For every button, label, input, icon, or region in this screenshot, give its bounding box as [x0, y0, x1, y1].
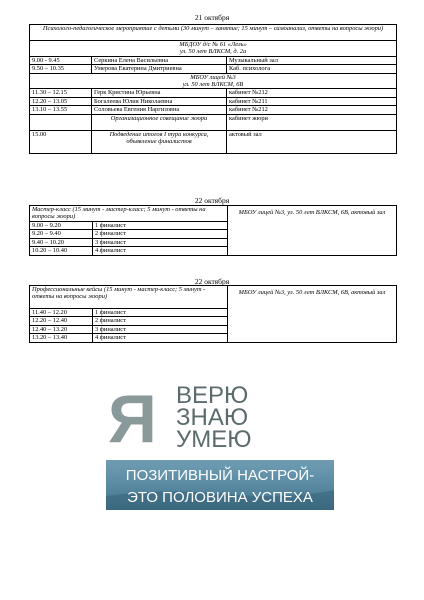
time-cell: 13.10 – 13.55 [30, 106, 92, 114]
day3-date: 22 октября [194, 277, 230, 286]
finalist-cell: 3 финалист [93, 238, 228, 246]
finalist-cell: 4 финалист [93, 247, 228, 255]
venue-cell: МБОУ лицей №3, ул. 50 лет ВЛКСМ, 6В, актовый зал [228, 206, 397, 256]
finalist-cell: 2 финалист [93, 230, 228, 238]
room-cell: Музыкальный зал [227, 56, 397, 64]
name-cell: Герк Кристина Юрьевна [92, 89, 227, 97]
name-cell: Серкина Елена Васильевна [92, 56, 227, 64]
finalist-cell: 3 финалист [93, 325, 228, 333]
time-cell: 9.40 – 10.20 [30, 238, 93, 246]
finalist-cell: 1 финалист [93, 222, 228, 230]
table-row [30, 56, 397, 64]
name-cell: Умерова Екатерина Дмитриевна [92, 65, 227, 73]
time-cell: 9.20 – 9.40 [30, 230, 93, 238]
jury-meeting: Организационное совещание жюри [92, 114, 227, 130]
time-cell: 12.40 – 13.20 [30, 325, 93, 333]
room-cell: актовый зал [227, 130, 397, 153]
time-cell: 15.00 [30, 130, 92, 153]
time-cell: 9.50 – 10.35 [30, 65, 92, 73]
slogan-logo-graphic [104, 378, 336, 512]
table-row [30, 114, 397, 130]
event-header: Психолого-педагогическое мероприятие с детьми (30 минут – занятие; 15 минут – самоанализ, ответы на вопросы жюри) [30, 25, 397, 41]
event-header: Мастер-класс (15 минут - мастер-класс; 5 минут - ответы на вопросы жюри) [30, 206, 228, 222]
venue-address: ул. 50 лет ВЛКСМ, 6В [30, 81, 397, 89]
venue-cell: МБОУ лицей №3, ул. 50 лет ВЛКСМ, 6В, актовый зал [228, 286, 397, 343]
venue-address: ул. 50 лет ВЛКСМ, д. 2а [30, 48, 397, 56]
room-cell: кабинет №212 [227, 106, 397, 114]
logo-letter: Я [108, 381, 157, 457]
time-cell: 11.40 – 12.20 [30, 309, 93, 317]
time-cell [30, 114, 92, 130]
day2-date: 22 октября [194, 196, 230, 205]
table-row [30, 97, 397, 105]
table-row [30, 89, 397, 97]
time-cell: 12.20 – 12.40 [30, 317, 93, 325]
finalist-cell: 4 финалист [93, 334, 228, 342]
logo-line-2: ЗНАЮ [176, 404, 249, 431]
room-cell: Каб. психолога [227, 65, 397, 73]
day1-date: 21 октября [194, 13, 230, 22]
time-cell: 11.30 – 12.15 [30, 89, 92, 97]
table-row [30, 130, 397, 153]
time-cell: 9.00 - 9.45 [30, 56, 92, 64]
logo-line-1: ВЕРЮ [176, 382, 249, 409]
room-cell: кабинет №211 [227, 97, 397, 105]
room-cell: кабинет №212 [227, 89, 397, 97]
time-cell: 9.00 – 9.20 [30, 222, 93, 230]
schedule-table-day3 [29, 285, 397, 343]
venue-name: МБОУ лицей №3 [30, 73, 397, 81]
banner-line-2: ЭТО ПОЛОВИНА УСПЕХА [127, 489, 313, 506]
name-cell: Соловьева Евгения Наргизовна [92, 106, 227, 114]
schedule-table-day2 [29, 205, 397, 256]
name-cell: Богалеева Юлия Николаевна [92, 97, 227, 105]
table-row [30, 65, 397, 73]
banner-line-1: ПОЗИТИВНЫЙ НАСТРОЙ- [125, 467, 315, 484]
slogan-logo [104, 378, 336, 512]
table-row [30, 106, 397, 114]
venue-name: МБДОУ д/с № 61 «Лель» [30, 41, 397, 49]
time-cell: 13.20 – 13.40 [30, 334, 93, 342]
finalist-cell: 1 финалист [93, 309, 228, 317]
time-cell: 10.20 – 10.40 [30, 247, 93, 255]
event-header: Профессиональные кейсы (15 минут - мастер-класс; 5 минут - ответы на вопросы жюри) [30, 286, 228, 309]
time-cell: 12.20 – 13.05 [30, 97, 92, 105]
room-cell: кабинет жюри [227, 114, 397, 130]
finalist-cell: 2 финалист [93, 317, 228, 325]
summary-text: Подведение итогов I тура конкурса, объявление финалистов [92, 130, 227, 153]
schedule-table-day1 [29, 24, 397, 154]
logo-line-3: УМЕЮ [176, 426, 252, 453]
